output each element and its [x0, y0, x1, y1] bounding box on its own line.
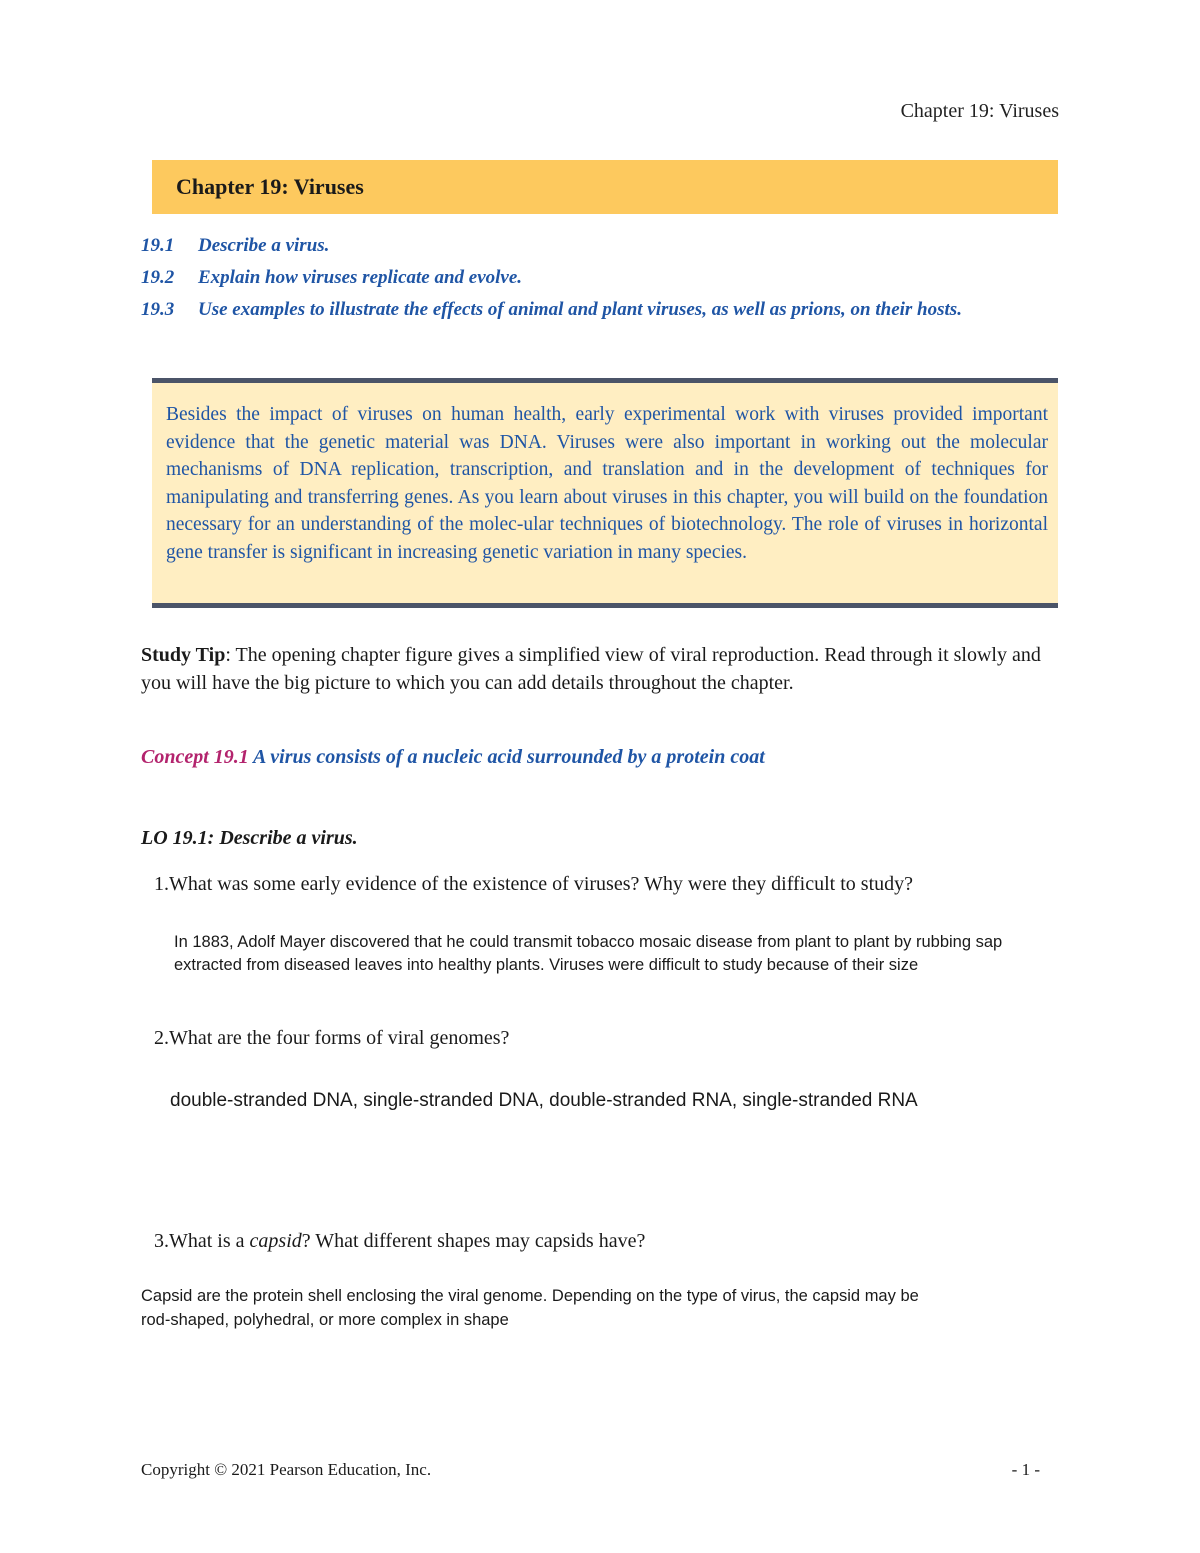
objective-text: Use examples to illustrate the effects of animal and plant viruses, as well as prions, on their hosts.	[198, 299, 962, 320]
question-number: 3.	[154, 1230, 169, 1252]
intro-text: Besides the impact of viruses on human health, early experimental work with viruses provided important evidence that the genetic material was DNA. Viruses were also important in working out the molecular mechanisms of DNA replication, transcription, and translation and in the development of techniques for manipulating and transferring genes. As you learn about viruses in this chapter, you will build on the foundation necessary for an understanding of the molec-ular techniques of biotechnology. The role of viruses in horizontal gene transfer is significant in increasing genetic variation in many species.	[166, 404, 1048, 563]
objective-number: 19.1	[141, 235, 175, 256]
objective-text: Describe a virus.	[198, 235, 330, 256]
study-tip	[141, 641, 1061, 697]
chapter-title-band	[152, 160, 1058, 214]
question-3	[141, 1230, 645, 1253]
question-text: What was some early evidence of the existence of viruses? Why were they difficult to study?	[169, 873, 914, 895]
answer-2: double-stranded DNA, single-stranded DNA, double-stranded RNA, single-stranded RNA	[170, 1090, 918, 1111]
footer-page-number: - 1 -	[1011, 1460, 1040, 1479]
question-2	[141, 1027, 509, 1050]
intro-box	[152, 378, 1058, 608]
objective-item	[141, 231, 1061, 260]
objective-item	[141, 263, 1061, 292]
learning-objectives	[141, 231, 1061, 327]
concept-heading	[141, 746, 765, 769]
answer-3: Capsid are the protein shell enclosing the viral genome. Depending on the type of virus, the capsid may be rod-shaped, polyhedral, or more complex in shape	[141, 1287, 919, 1329]
objective-item	[141, 295, 1061, 324]
question-1	[141, 873, 913, 896]
question-text-after: ? What different shapes may capsids have?	[301, 1230, 646, 1252]
footer-copyright: Copyright © 2021 Pearson Education, Inc.	[141, 1460, 432, 1479]
study-tip-label: Study Tip	[141, 644, 226, 666]
question-text: What are the four forms of viral genomes?	[169, 1027, 510, 1049]
objective-number: 19.2	[141, 267, 175, 288]
study-tip-text: : The opening chapter figure gives a simplified view of viral reproduction. Read through it slowly and you will have the big picture to which you can add details throughout the chapter.	[141, 644, 1041, 694]
answer-1: In 1883, Adolf Mayer discovered that he could transmit tobacco mosaic disease from plant to plant by rubbing sap extracted from diseased leaves into healthy plants. Viruses were difficult to study because of their size	[174, 933, 1003, 974]
concept-text: A virus consists of a nucleic acid surrounded by a protein coat	[248, 746, 765, 768]
chapter-title: Chapter 19: Viruses	[176, 174, 364, 199]
concept-label: Concept 19.1	[141, 746, 249, 768]
question-text-before: What is a	[169, 1230, 250, 1252]
question-text	[169, 1230, 645, 1253]
objective-text: Explain how viruses replicate and evolve.	[198, 267, 523, 288]
question-term: capsid	[249, 1230, 302, 1252]
question-number: 1.	[154, 873, 169, 895]
objective-number: 19.3	[141, 299, 175, 320]
running-head: Chapter 19: Viruses	[900, 100, 1059, 122]
question-number: 2.	[154, 1027, 169, 1049]
lo-heading: LO 19.1: Describe a virus.	[141, 827, 358, 849]
